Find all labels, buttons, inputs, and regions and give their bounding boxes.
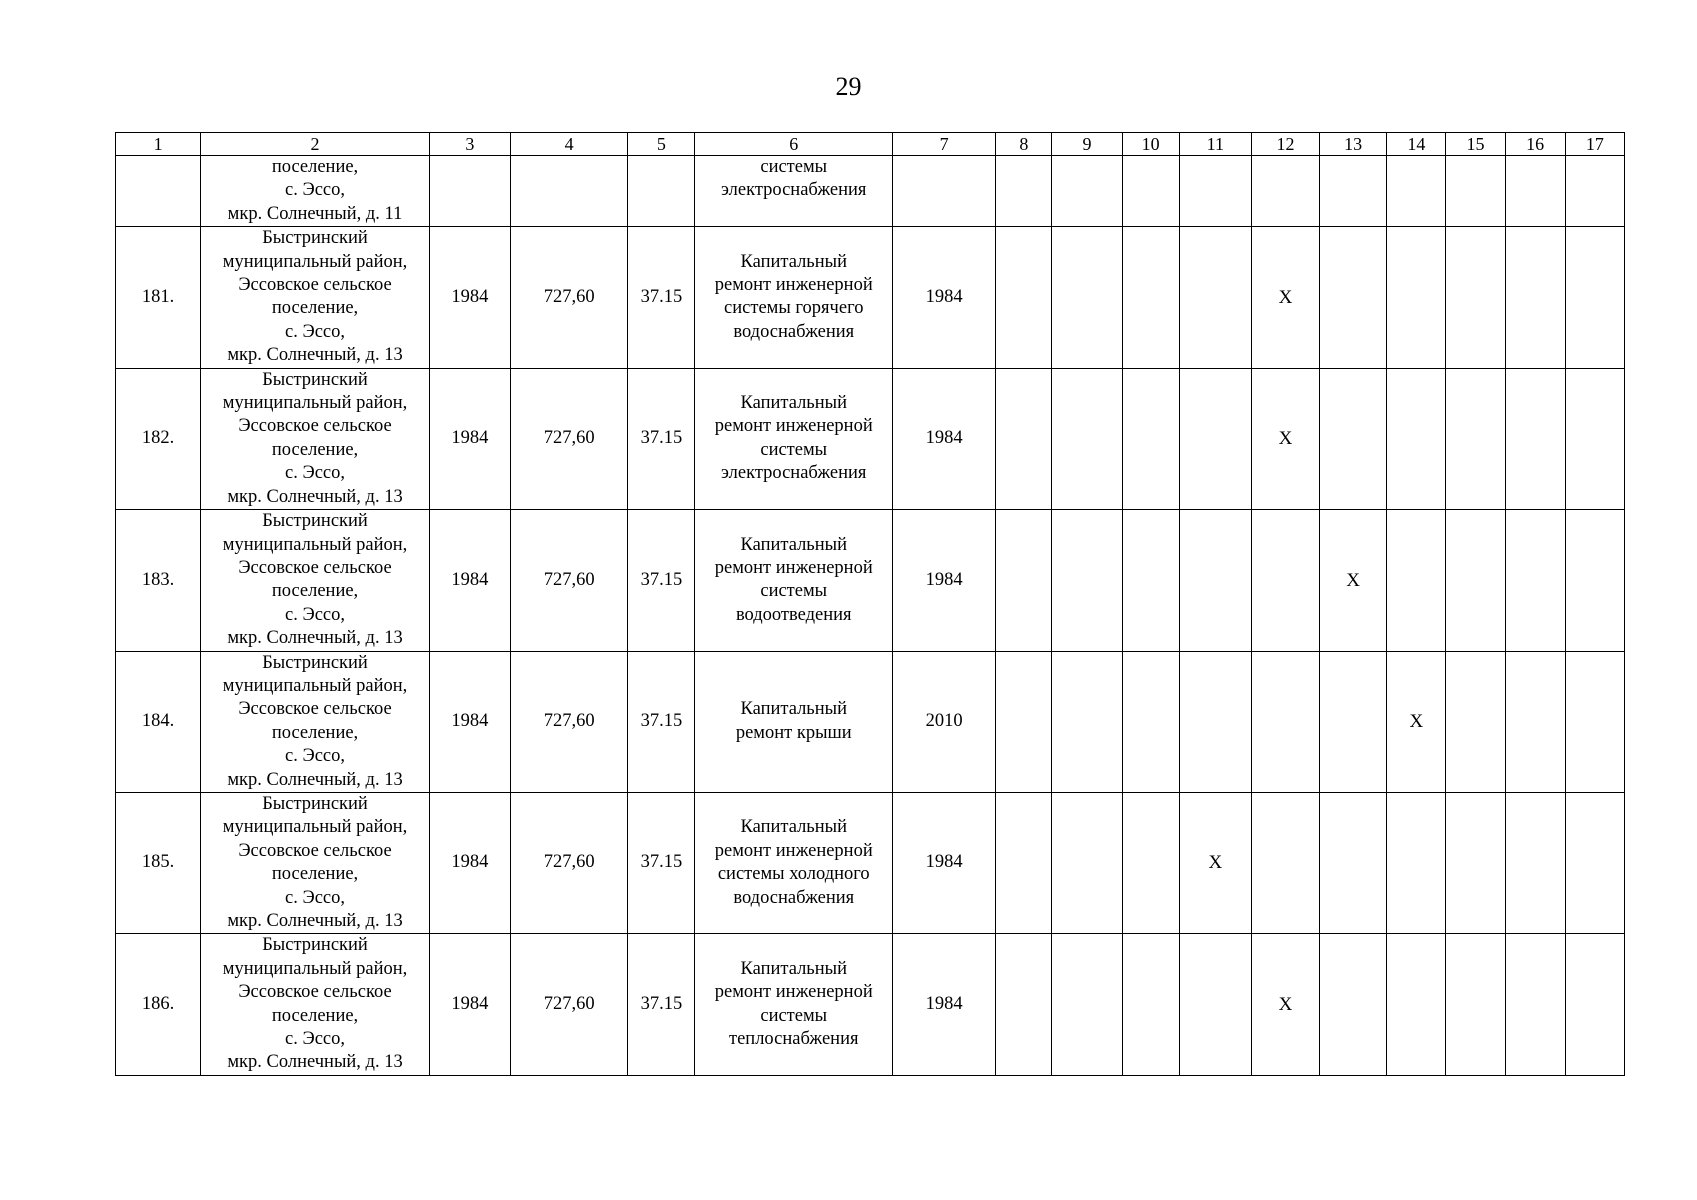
- cell-year-built: 1984: [429, 510, 510, 651]
- column-number-7: 7: [893, 133, 996, 156]
- cell-col-10: [1122, 227, 1179, 368]
- cell-col-12-mark: X: [1251, 227, 1319, 368]
- cell-num: 186.: [116, 934, 201, 1075]
- cell-work: Капитальный ремонт инженерной системы холодного водоснабжения: [695, 792, 893, 933]
- cell-col-11: [1179, 651, 1251, 792]
- cell-col-16: [1505, 934, 1565, 1075]
- cell-area: 727,60: [511, 510, 628, 651]
- cell-col-11: [1179, 510, 1251, 651]
- cell-col-13-mark: X: [1320, 510, 1387, 651]
- cell-area: 727,60: [511, 651, 628, 792]
- cell-col-8: [996, 227, 1052, 368]
- cell-col-17: [1565, 792, 1624, 933]
- cell-col-11: [1179, 368, 1251, 509]
- cell-col-13: [1320, 792, 1387, 933]
- cell-last-repair: 1984: [893, 368, 996, 509]
- cell-col-8: [996, 368, 1052, 509]
- cell-area: 727,60: [511, 227, 628, 368]
- cell-col-17: [1565, 227, 1624, 368]
- cell-col-10: [1122, 934, 1179, 1075]
- cell-address: Быстринский муниципальный район, Эссовское сельское поселение, с. Эссо, мкр. Солнечный, д. 13: [201, 934, 430, 1075]
- cell-col-11: [1179, 156, 1251, 227]
- cell-wear: 37.15: [628, 368, 695, 509]
- cell-col-16: [1505, 368, 1565, 509]
- column-number-12: 12: [1251, 133, 1319, 156]
- cell-col-9: [1052, 368, 1122, 509]
- cell-col-12: [1251, 651, 1319, 792]
- column-number-9: 9: [1052, 133, 1122, 156]
- cell-col-8: [996, 156, 1052, 227]
- cell-col-16: [1505, 227, 1565, 368]
- cell-col-17: [1565, 651, 1624, 792]
- cell-col-14: [1387, 934, 1446, 1075]
- capital-repair-table: [115, 132, 1625, 1076]
- cell-year-built: 1984: [429, 368, 510, 509]
- cell-col-15: [1446, 651, 1505, 792]
- cell-col-17: [1565, 510, 1624, 651]
- table-row: [116, 227, 1625, 368]
- cell-col-13: [1320, 934, 1387, 1075]
- table-row: [116, 651, 1625, 792]
- cell-col-11: [1179, 934, 1251, 1075]
- cell-wear: 37.15: [628, 227, 695, 368]
- cell-year-built: 1984: [429, 227, 510, 368]
- column-number-10: 10: [1122, 133, 1179, 156]
- cell-col-15: [1446, 368, 1505, 509]
- cell-year-built: 1984: [429, 792, 510, 933]
- column-number-6: 6: [695, 133, 893, 156]
- cell-last-repair: 2010: [893, 651, 996, 792]
- cell-col-8: [996, 934, 1052, 1075]
- cell-wear: 37.15: [628, 792, 695, 933]
- cell-area: [511, 156, 628, 227]
- cell-col-17: [1565, 156, 1624, 227]
- column-number-16: 16: [1505, 133, 1565, 156]
- cell-last-repair: 1984: [893, 792, 996, 933]
- cell-address: Быстринский муниципальный район, Эссовское сельское поселение, с. Эссо, мкр. Солнечный, д. 13: [201, 368, 430, 509]
- cell-col-14: [1387, 368, 1446, 509]
- cell-address: Быстринский муниципальный район, Эссовское сельское поселение, с. Эссо, мкр. Солнечный, д. 13: [201, 227, 430, 368]
- cell-num: 184.: [116, 651, 201, 792]
- cell-col-11: [1179, 227, 1251, 368]
- cell-work: Капитальный ремонт инженерной системы водоотведения: [695, 510, 893, 651]
- column-number-17: 17: [1565, 133, 1624, 156]
- cell-col-12-mark: X: [1251, 368, 1319, 509]
- cell-work: Капитальный ремонт инженерной системы теплоснабжения: [695, 934, 893, 1075]
- cell-col-10: [1122, 651, 1179, 792]
- cell-num: 183.: [116, 510, 201, 651]
- cell-col-14: [1387, 792, 1446, 933]
- cell-col-15: [1446, 934, 1505, 1075]
- cell-address: Быстринский муниципальный район, Эссовское сельское поселение, с. Эссо, мкр. Солнечный, д. 13: [201, 651, 430, 792]
- cell-wear: 37.15: [628, 510, 695, 651]
- cell-address: Быстринский муниципальный район, Эссовское сельское поселение, с. Эссо, мкр. Солнечный, д. 13: [201, 792, 430, 933]
- cell-col-8: [996, 792, 1052, 933]
- cell-area: 727,60: [511, 934, 628, 1075]
- continuation-row: [116, 156, 1625, 227]
- cell-col-9: [1052, 156, 1122, 227]
- cell-col-16: [1505, 792, 1565, 933]
- cell-last-repair: 1984: [893, 227, 996, 368]
- cell-col-8: [996, 651, 1052, 792]
- cell-col-17: [1565, 934, 1624, 1075]
- cell-work: Капитальный ремонт инженерной системы электроснабжения: [695, 368, 893, 509]
- cell-num: 185.: [116, 792, 201, 933]
- column-number-11: 11: [1179, 133, 1251, 156]
- cell-col-12: [1251, 510, 1319, 651]
- cell-col-16: [1505, 651, 1565, 792]
- cell-col-15: [1446, 156, 1505, 227]
- column-number-3: 3: [429, 133, 510, 156]
- cell-col-10: [1122, 368, 1179, 509]
- cell-num: [116, 156, 201, 227]
- cell-area: 727,60: [511, 792, 628, 933]
- cell-col-14: [1387, 510, 1446, 651]
- cell-address: Быстринский муниципальный район, Эссовское сельское поселение, с. Эссо, мкр. Солнечный, д. 13: [201, 510, 430, 651]
- cell-col-14: [1387, 227, 1446, 368]
- cell-col-10: [1122, 792, 1179, 933]
- cell-last-repair: 1984: [893, 934, 996, 1075]
- column-number-row: [116, 133, 1625, 156]
- cell-col-10: [1122, 156, 1179, 227]
- cell-col-9: [1052, 651, 1122, 792]
- cell-col-16: [1505, 510, 1565, 651]
- column-number-13: 13: [1320, 133, 1387, 156]
- cell-col-12: [1251, 156, 1319, 227]
- column-number-14: 14: [1387, 133, 1446, 156]
- cell-col-9: [1052, 510, 1122, 651]
- cell-col-13: [1320, 227, 1387, 368]
- cell-work: Капитальный ремонт инженерной системы горячего водоснабжения: [695, 227, 893, 368]
- cell-col-14: [1387, 156, 1446, 227]
- cell-wear: [628, 156, 695, 227]
- cell-col-8: [996, 510, 1052, 651]
- table-row: [116, 934, 1625, 1075]
- column-number-4: 4: [511, 133, 628, 156]
- cell-col-15: [1446, 510, 1505, 651]
- column-number-2: 2: [201, 133, 430, 156]
- cell-col-12: [1251, 792, 1319, 933]
- cell-address: поселение, с. Эссо, мкр. Солнечный, д. 11: [201, 156, 430, 227]
- cell-work: Капитальный ремонт крыши: [695, 651, 893, 792]
- cell-col-14-mark: X: [1387, 651, 1446, 792]
- cell-col-15: [1446, 227, 1505, 368]
- column-number-8: 8: [996, 133, 1052, 156]
- cell-wear: 37.15: [628, 934, 695, 1075]
- cell-col-13: [1320, 156, 1387, 227]
- table-row: [116, 792, 1625, 933]
- cell-col-9: [1052, 792, 1122, 933]
- cell-num: 182.: [116, 368, 201, 509]
- cell-col-13: [1320, 651, 1387, 792]
- column-number-1: 1: [116, 133, 201, 156]
- cell-year-built: 1984: [429, 651, 510, 792]
- cell-col-10: [1122, 510, 1179, 651]
- cell-last-repair: 1984: [893, 510, 996, 651]
- cell-year-built: 1984: [429, 934, 510, 1075]
- cell-col-12-mark: X: [1251, 934, 1319, 1075]
- table-row: [116, 510, 1625, 651]
- column-number-15: 15: [1446, 133, 1505, 156]
- cell-col-16: [1505, 156, 1565, 227]
- table-row: [116, 368, 1625, 509]
- cell-num: 181.: [116, 227, 201, 368]
- cell-col-11-mark: X: [1179, 792, 1251, 933]
- cell-last-repair: [893, 156, 996, 227]
- cell-col-9: [1052, 934, 1122, 1075]
- cell-col-9: [1052, 227, 1122, 368]
- cell-col-15: [1446, 792, 1505, 933]
- cell-area: 727,60: [511, 368, 628, 509]
- cell-wear: 37.15: [628, 651, 695, 792]
- column-number-5: 5: [628, 133, 695, 156]
- cell-col-13: [1320, 368, 1387, 509]
- cell-work: системы электроснабжения: [695, 156, 893, 227]
- cell-year-built: [429, 156, 510, 227]
- page-number: 29: [835, 72, 862, 101]
- cell-col-17: [1565, 368, 1624, 509]
